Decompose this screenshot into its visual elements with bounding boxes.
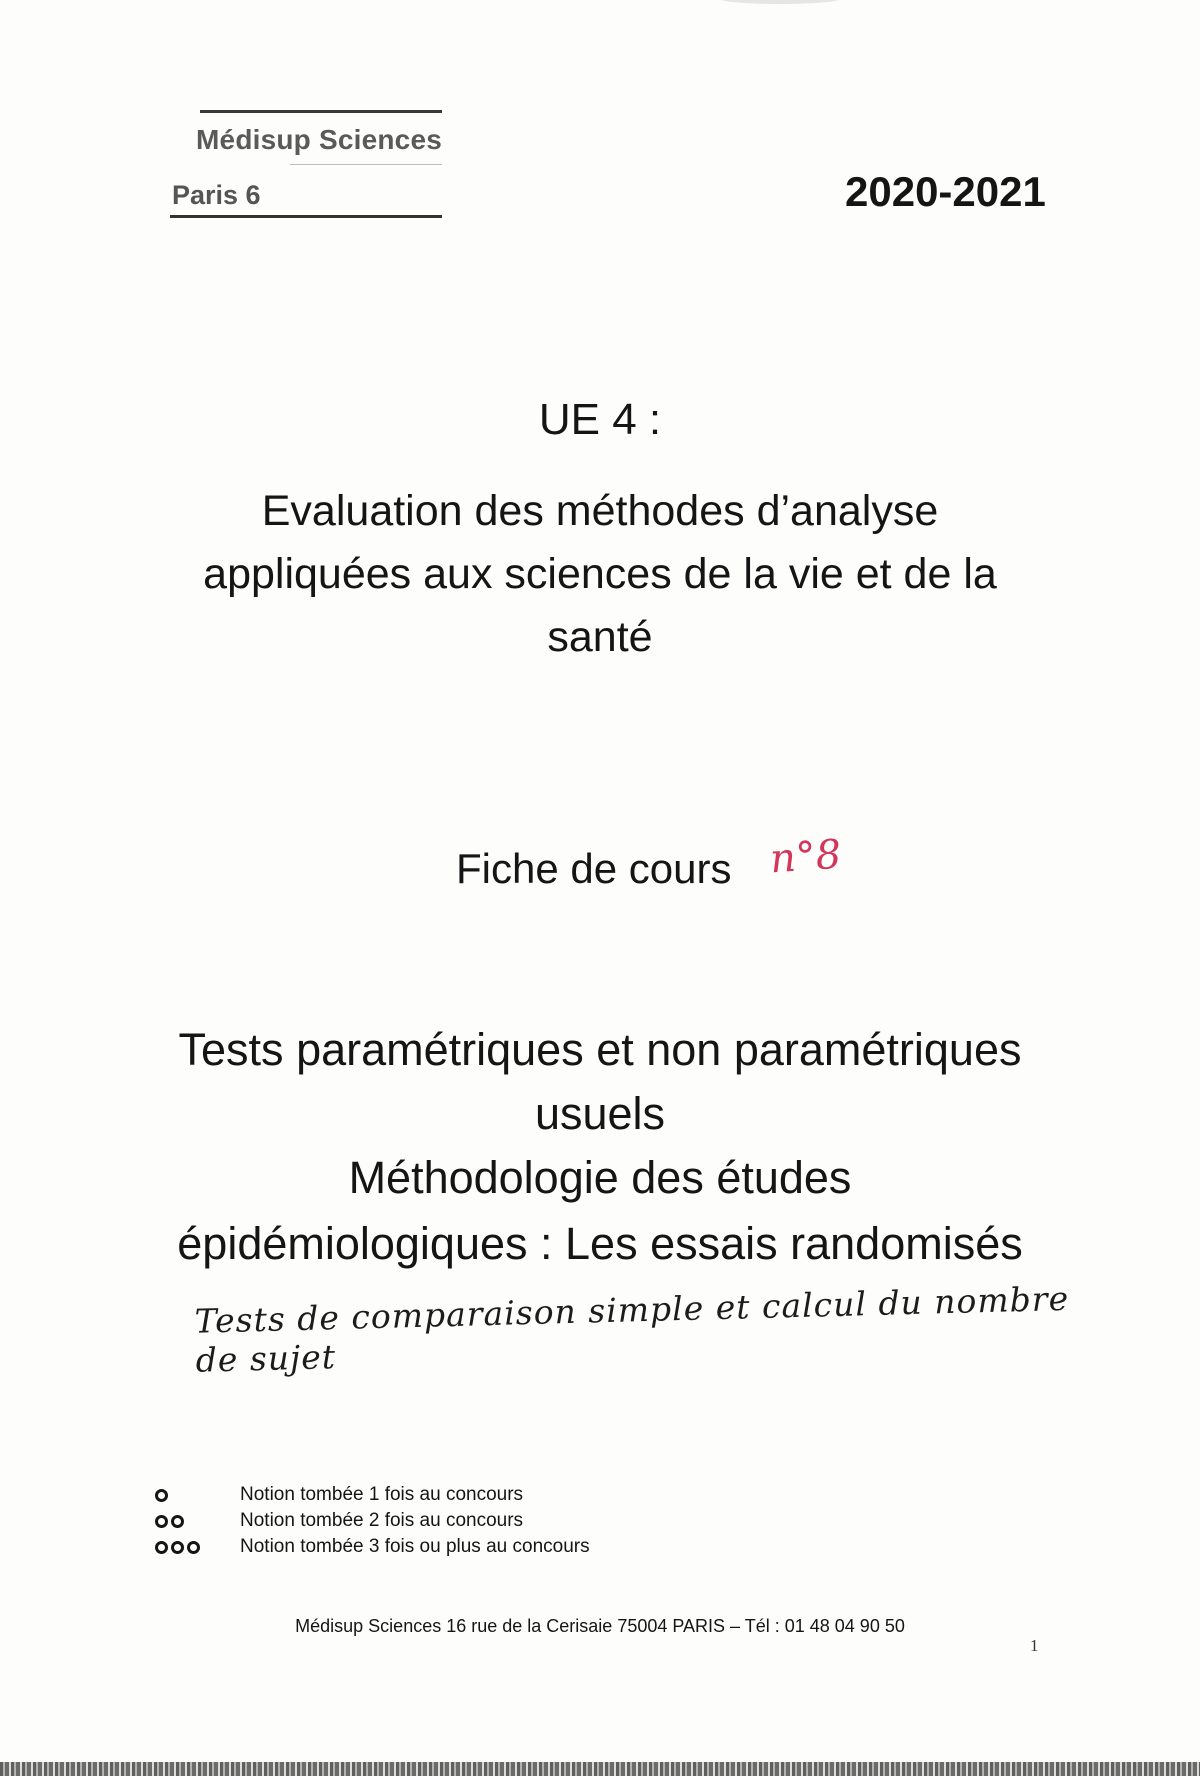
brand-block: [170, 110, 442, 222]
fiche-label: Fiche de cours: [456, 845, 732, 892]
scan-artifact: [720, 0, 840, 4]
circle-icon: [155, 1541, 168, 1554]
brand-city: Paris 6: [172, 180, 261, 210]
divider: [200, 110, 442, 113]
topic-title-line: épidémiologiques : Les essais randomisés: [177, 1218, 1023, 1269]
ue-label: UE 4 :: [538, 395, 662, 444]
topic-title-line: usuels: [534, 1088, 666, 1139]
topic-title-line: Tests paramétriques et non paramétriques: [178, 1024, 1022, 1075]
legend-text: Notion tombée 3 fois ou plus au concours: [240, 1536, 590, 1557]
circle-icon: [171, 1541, 184, 1554]
legend-icons: [155, 1489, 240, 1502]
legend-item: [155, 1482, 715, 1508]
legend-text: Notion tombée 1 fois au concours: [240, 1484, 524, 1505]
brand-name: Médisup Sciences: [196, 124, 442, 155]
circle-icon: [155, 1515, 168, 1528]
circle-icon: [171, 1515, 184, 1528]
page-number: 1: [1030, 1636, 1039, 1655]
circle-icon: [155, 1489, 168, 1502]
ue-title: [100, 480, 1100, 669]
divider: [170, 215, 442, 218]
ue-title-line: Evaluation des méthodes d’analyse: [261, 487, 939, 535]
scan-artifact: [0, 1762, 1200, 1776]
legend-item: [155, 1534, 715, 1560]
handwritten-note: Tests de comparaison simple et calcul du nombre de sujet: [194, 1278, 1070, 1380]
ue-title-line: santé: [547, 613, 653, 661]
legend-text: Notion tombée 2 fois au concours: [240, 1510, 524, 1531]
topic-title: [100, 1145, 1100, 1277]
topic-title: [100, 1018, 1100, 1146]
ue-title-line: appliquées aux sciences de la vie et de la: [203, 550, 997, 598]
circle-icon: [187, 1541, 200, 1554]
footer-address: Médisup Sciences 16 rue de la Cerisaie 75004 PARIS – Tél : 01 48 04 90 50: [295, 1616, 905, 1636]
divider: [290, 164, 442, 165]
handwritten-fiche-number: n°8: [768, 831, 843, 883]
legend: [155, 1482, 715, 1560]
legend-icons: [155, 1541, 240, 1554]
legend-icons: [155, 1515, 240, 1528]
topic-title-line: Méthodologie des études: [348, 1152, 852, 1203]
academic-year: 2020-2021: [845, 168, 1046, 215]
legend-item: [155, 1508, 715, 1534]
